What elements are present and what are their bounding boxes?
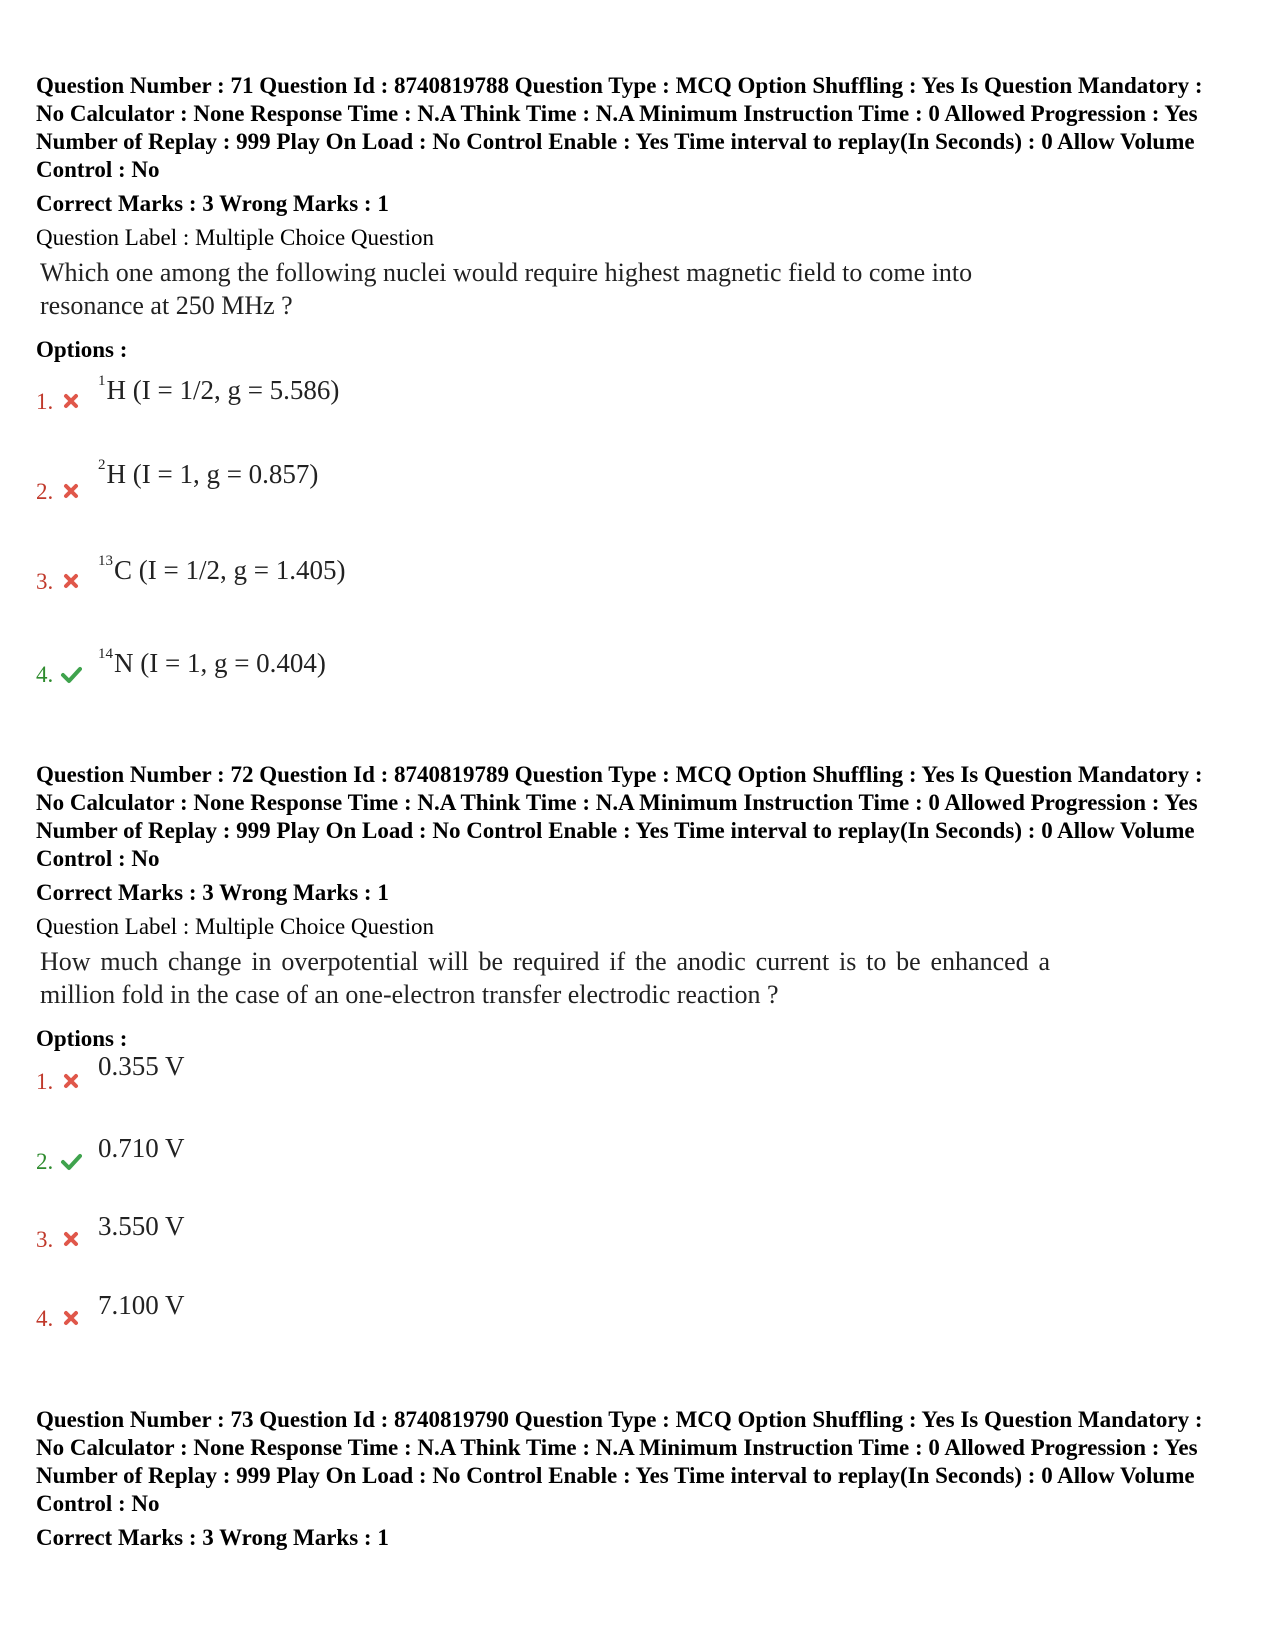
question-72 [36, 761, 1236, 1053]
option-text [98, 366, 339, 405]
question-text: Which one among the following nuclei would require highest magnetic field to come into resonance at 250 MHz ? [40, 258, 973, 320]
option-text [98, 450, 318, 489]
option-label: H (I = 1, g = 0.857) [106, 459, 319, 489]
question-marks: Correct Marks : 3 Wrong Marks : 1 [36, 880, 389, 905]
option-number: 1. [36, 1069, 54, 1094]
option-number: 2. [36, 479, 54, 504]
option-text: 0.710 V [98, 1133, 185, 1163]
option-1 [36, 375, 636, 415]
option-number: 1. [36, 389, 54, 414]
option-number: 3. [36, 569, 54, 594]
options-heading: Options : [36, 337, 128, 362]
option-2 [36, 457, 636, 505]
option-1 [36, 1051, 636, 1095]
isotope-mass: 2 [98, 457, 106, 473]
option-label: H (I = 1/2, g = 5.586) [106, 375, 340, 405]
question-text: How much change in overpotential will be required if the anodic current is to be enhanced a million fold in the case of an one-electron transfer electrodic reaction ? [40, 947, 1050, 1009]
question-73 [36, 1406, 1236, 1552]
option-label: N (I = 1, g = 0.404) [114, 648, 326, 678]
option-number: 2. [36, 1149, 54, 1174]
cross-icon [60, 571, 82, 591]
option-number: 3. [36, 1227, 54, 1252]
option-number: 4. [36, 662, 54, 687]
cross-icon [60, 481, 82, 501]
question-marks: Correct Marks : 3 Wrong Marks : 1 [36, 1525, 389, 1550]
option-text: 7.100 V [98, 1290, 185, 1320]
option-number: 4. [36, 1306, 54, 1331]
check-icon [60, 1151, 82, 1171]
question-label: Question Label : Multiple Choice Question [36, 914, 434, 939]
cross-icon [60, 1308, 82, 1328]
option-4 [36, 648, 636, 688]
option-text: 3.550 V [98, 1211, 185, 1241]
option-text [98, 639, 326, 678]
question-label: Question Label : Multiple Choice Question [36, 225, 434, 250]
question-meta: Question Number : 71 Question Id : 8740819788 Question Type : MCQ Option Shuffling : Yes Is Question Mandatory : No Calculator : None Response Time : N.A Think Time : N.A Minimum Instruction Time : 0 Allowed Progression : Yes Number of Replay : 999 Play On Load : No Control Enable : Yes Time interval to replay(In Seconds) : 0 Allow Volume Control : No [36, 73, 1203, 182]
cross-icon [60, 1229, 82, 1249]
cross-icon [60, 391, 82, 411]
isotope-mass: 13 [98, 553, 113, 569]
question-meta: Question Number : 73 Question Id : 8740819790 Question Type : MCQ Option Shuffling : Yes Is Question Mandatory : No Calculator : None Response Time : N.A Think Time : N.A Minimum Instruction Time : 0 Allowed Progression : Yes Number of Replay : 999 Play On Load : No Control Enable : Yes Time interval to replay(In Seconds) : 0 Allow Volume Control : No [36, 1407, 1203, 1516]
option-4 [36, 1292, 636, 1332]
isotope-mass: 1 [98, 373, 106, 389]
option-text [98, 546, 345, 585]
options-heading: Options : [36, 1026, 128, 1051]
option-2 [36, 1135, 636, 1175]
question-meta: Question Number : 72 Question Id : 8740819789 Question Type : MCQ Option Shuffling : Yes Is Question Mandatory : No Calculator : None Response Time : N.A Think Time : N.A Minimum Instruction Time : 0 Allowed Progression : Yes Number of Replay : 999 Play On Load : No Control Enable : Yes Time interval to replay(In Seconds) : 0 Allow Volume Control : No [36, 762, 1203, 871]
option-3 [36, 555, 636, 595]
question-marks: Correct Marks : 3 Wrong Marks : 1 [36, 191, 389, 216]
option-label: C (I = 1/2, g = 1.405) [114, 555, 346, 585]
question-71 [36, 72, 1236, 364]
cross-icon [60, 1071, 82, 1091]
check-icon [60, 664, 82, 684]
option-3 [36, 1213, 636, 1253]
option-text: 0.355 V [98, 1051, 185, 1081]
isotope-mass: 14 [98, 646, 113, 662]
